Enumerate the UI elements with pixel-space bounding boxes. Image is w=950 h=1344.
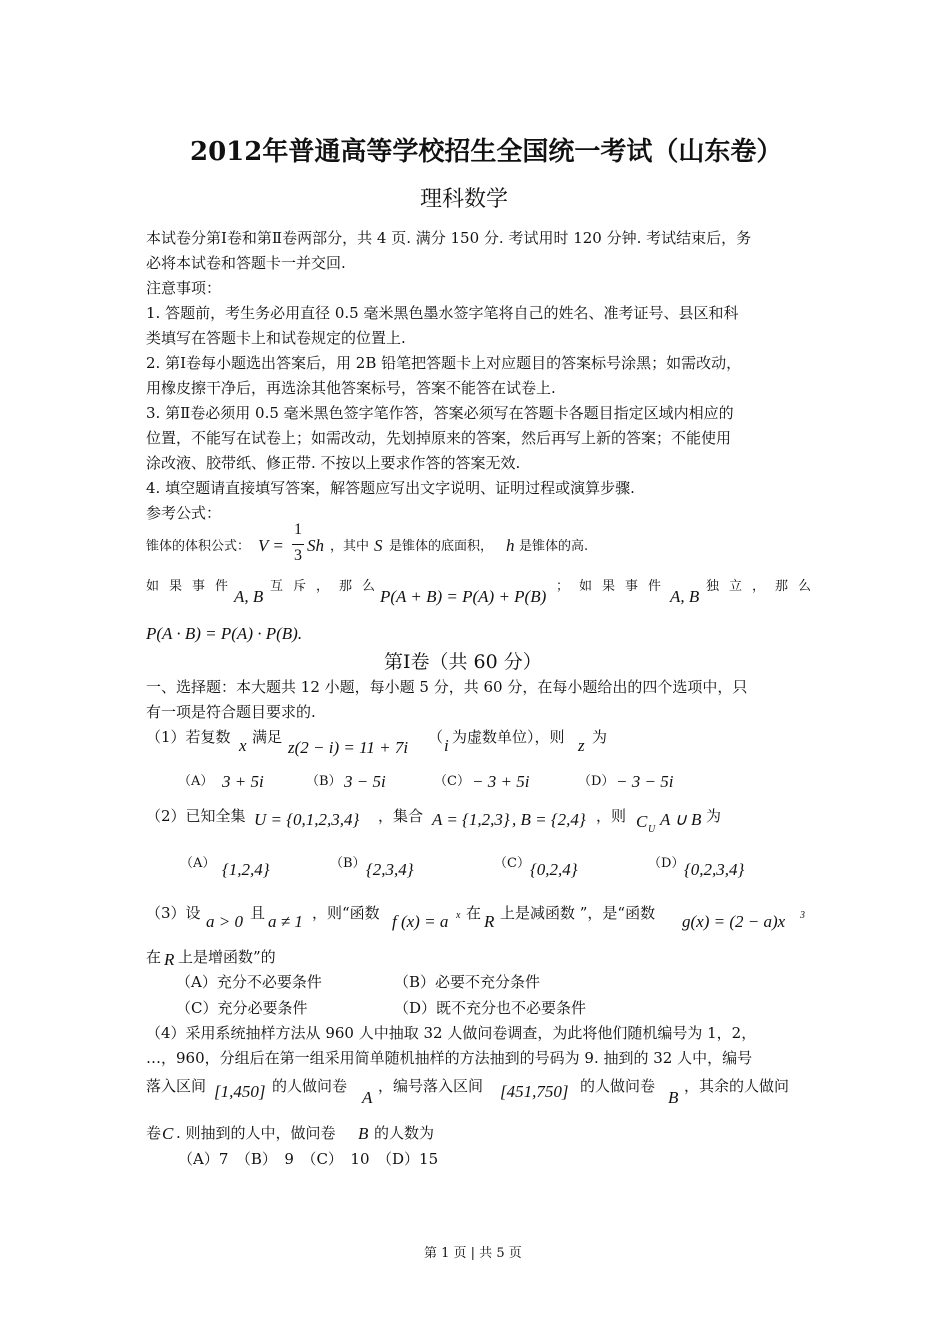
q3-r-2: R — [164, 950, 175, 969]
notice-1b: 类填写在答题卡上和试卷规定的位置上. — [146, 329, 406, 347]
q1-text-c: （ — [428, 728, 444, 746]
q2-expression: A ∪ B — [660, 810, 702, 829]
frac-den: 3 — [294, 547, 302, 564]
q4-line4-c: 的人数为 — [374, 1124, 435, 1142]
q4-c: C — [162, 1124, 174, 1143]
q4-b: B — [668, 1088, 679, 1107]
q1-z: z — [578, 736, 585, 755]
q1-opt-b-label: （B） — [306, 774, 342, 789]
q3-text-d: 在 — [466, 904, 482, 922]
event-text-a: 如果事件 — [146, 579, 239, 594]
q1-i: i — [444, 736, 449, 755]
q2-opt-c: {0,2,4} — [530, 860, 578, 879]
q4-line3-a: 落入区间 — [146, 1077, 207, 1095]
q3-opt-c: （C）充分必要条件 — [176, 999, 308, 1017]
cone-s: S — [374, 536, 383, 555]
q4-line-1: （4）采用系统抽样方法从 960 人中抽取 32 人做问卷调查，为此将他们随机编号为 1，2， — [146, 1024, 757, 1042]
cone-mid2: 是锥体的底面积， — [389, 539, 494, 554]
q4-b-2: B — [358, 1124, 369, 1143]
q1-text-b: 满足 — [252, 728, 283, 746]
page-footer: 第 1 页 | 共 5 页 — [424, 1246, 522, 1261]
frac-bar — [292, 544, 304, 545]
q1-opt-a-label: （A） — [178, 774, 214, 789]
q3-opt-d: （D）既不充分也不必要条件 — [394, 999, 587, 1017]
q3-func-f-exp: x — [456, 910, 461, 921]
intro-line-1: 本试卷分第Ⅰ卷和第Ⅱ卷两部分，共 4 页. 满分 150 分. 考试用时 120 分钟. 考试结束后，务 — [146, 229, 752, 247]
q3-opt-b: （B）必要不充分条件 — [394, 973, 541, 991]
q2-complement: C — [636, 812, 648, 831]
q1-text-d: 为虚数单位），则 — [452, 728, 565, 746]
notice-1a: 1. 答题前，考生务必用直径 0.5 毫米黑色墨水签字笔将自己的姓名、准考证号、县区和科 — [146, 304, 739, 322]
section-desc-2: 有一项是符合题目要求的. — [146, 703, 316, 721]
ref-title: 参考公式： — [146, 504, 222, 522]
q2-opt-a: {1,2,4} — [222, 860, 270, 879]
q2-opt-b-label: （B） — [330, 856, 366, 871]
notice-3b: 位置，不能写在试卷上；如需改动，先划掉原来的答案，然后再写上新的答案；不能使用 — [146, 429, 732, 447]
notice-title: 注意事项： — [146, 279, 222, 297]
q3-func-f: f (x) = a — [392, 912, 449, 931]
notice-2a: 2. 第Ⅰ卷每小题选出答案后，用 2B 铅笔把答题卡上对应题目的答案标号涂黑；如需改动， — [146, 354, 742, 372]
cone-mid1: ，其中 — [330, 539, 370, 554]
q2-set-a: A = {1,2,3} — [432, 810, 510, 829]
q3-func-g-exp: 3 — [800, 910, 805, 921]
q2-opt-a-label: （A） — [180, 856, 216, 871]
event-formula-1: P(A + B) = P(A) + P(B) — [380, 587, 547, 606]
q4-line-2: …，960，分组后在第一组采用简单随机抽样的方法抽到的号码为 9. 抽到的 32 人中，编号 — [146, 1049, 753, 1067]
q2-text-a: （2）已知全集 — [146, 807, 246, 825]
event-ab-2: A, B — [670, 587, 700, 606]
q2-opt-d-label: （D） — [648, 856, 685, 871]
q2-text-b: ，集合 — [378, 807, 424, 825]
q2-set-b: , B = {2,4} — [512, 810, 586, 829]
q2-opt-b: {2,3,4} — [366, 860, 414, 879]
event-text-b: 互斥，那么 — [270, 579, 386, 594]
cone-label: 锥体的体积公式： — [146, 539, 251, 554]
q4-interval-2: [451,750] — [500, 1082, 569, 1101]
q2-text-d: 为 — [706, 807, 722, 825]
q3-cond-2: a ≠ 1 — [268, 912, 303, 931]
event-text-d: 独立，那么 — [706, 579, 822, 594]
event-formula-2: P(A · B) = P(A) · P(B). — [146, 624, 303, 643]
q1-opt-d: − 3 − 5i — [616, 772, 674, 791]
q1-x: x — [239, 736, 247, 755]
q1-opt-a: 3 + 5i — [222, 772, 264, 791]
q4-interval-1: [1,450] — [214, 1082, 266, 1101]
q4-line4-a: 卷 — [146, 1124, 162, 1142]
frac-num: 1 — [294, 521, 302, 538]
page-title: 2012年普通高等学校招生全国统一考试（山东卷） — [190, 137, 783, 167]
q2-opt-d: {0,2,3,4} — [684, 860, 745, 879]
section-desc-1: 一、选择题：本大题共 12 小题，每小题 5 分，共 60 分，在每小题给出的四个选项中，只 — [146, 678, 748, 696]
q1-equation: z(2 − i) = 11 + 7i — [288, 738, 409, 757]
q1-text-a: （1）若复数 — [146, 728, 231, 746]
q4-line3-c: ，编号落入区间 — [378, 1077, 484, 1095]
event-ab: A, B — [234, 587, 264, 606]
q3-cond-1: a > 0 — [206, 912, 243, 931]
q3-text-c: ，则“函数 — [312, 904, 380, 922]
q3-line2-a: 在 — [146, 948, 162, 966]
cone-rhs: Sh — [307, 536, 324, 555]
cone-end: 是锥体的高. — [519, 539, 589, 554]
q3-r: R — [484, 912, 495, 931]
cone-h: h — [506, 536, 515, 555]
event-text-c: ；如果事件 — [556, 579, 672, 594]
notice-2b: 用橡皮擦干净后，再选涂其他答案标号，答案不能答在试卷上. — [146, 379, 556, 397]
intro-line-2: 必将本试卷和答题卡一并交回. — [146, 254, 346, 272]
q3-func-g: g(x) = (2 − a)x — [682, 912, 786, 931]
q3-line2-b: 上是增函数”的 — [178, 948, 276, 966]
q2-text-c: ，则 — [596, 807, 627, 825]
q1-opt-d-label: （D） — [578, 774, 615, 789]
notice-3c: 涂改液、胶带纸、修正带. 不按以上要求作答的答案无效. — [146, 454, 521, 472]
q4-line3-e: ，其余的人做问 — [684, 1077, 790, 1095]
q1-opt-c: − 3 + 5i — [472, 772, 530, 791]
q4-line4-b: . 则抽到的人中，做问卷 — [176, 1124, 336, 1142]
q3-text-b: 且 — [250, 904, 266, 922]
q3-text-e: 上是减函数 ”，是“函数 — [500, 904, 656, 922]
q1-text-e: 为 — [592, 728, 608, 746]
q4-line3-b: 的人做问卷 — [272, 1077, 348, 1095]
q4-a: A — [362, 1088, 373, 1107]
q3-text-a: （3）设 — [146, 904, 201, 922]
notice-3a: 3. 第Ⅱ卷必须用 0.5 毫米黑色签字笔作答，答案必须写在答题卡各题目指定区域内相应的 — [146, 404, 734, 422]
q4-line3-d: 的人做问卷 — [580, 1077, 656, 1095]
notice-4: 4. 填空题请直接填写答案，解答题应写出文字说明、证明过程或演算步骤. — [146, 479, 635, 497]
q2-universal-set: U = {0,1,2,3,4} — [254, 810, 360, 829]
section-title: 第Ⅰ卷（共 60 分） — [384, 651, 542, 673]
q1-opt-b: 3 − 5i — [344, 772, 386, 791]
q2-opt-c-label: （C） — [494, 856, 530, 871]
q2-complement-sub: U — [648, 824, 656, 835]
q1-opt-c-label: （C） — [434, 774, 470, 789]
cone-lhs: V = — [258, 536, 284, 555]
q4-options: （A）7 （B） 9 （C） 10 （D）15 — [178, 1150, 439, 1168]
q3-opt-a: （A）充分不必要条件 — [176, 973, 322, 991]
page-subtitle: 理科数学 — [420, 187, 509, 212]
